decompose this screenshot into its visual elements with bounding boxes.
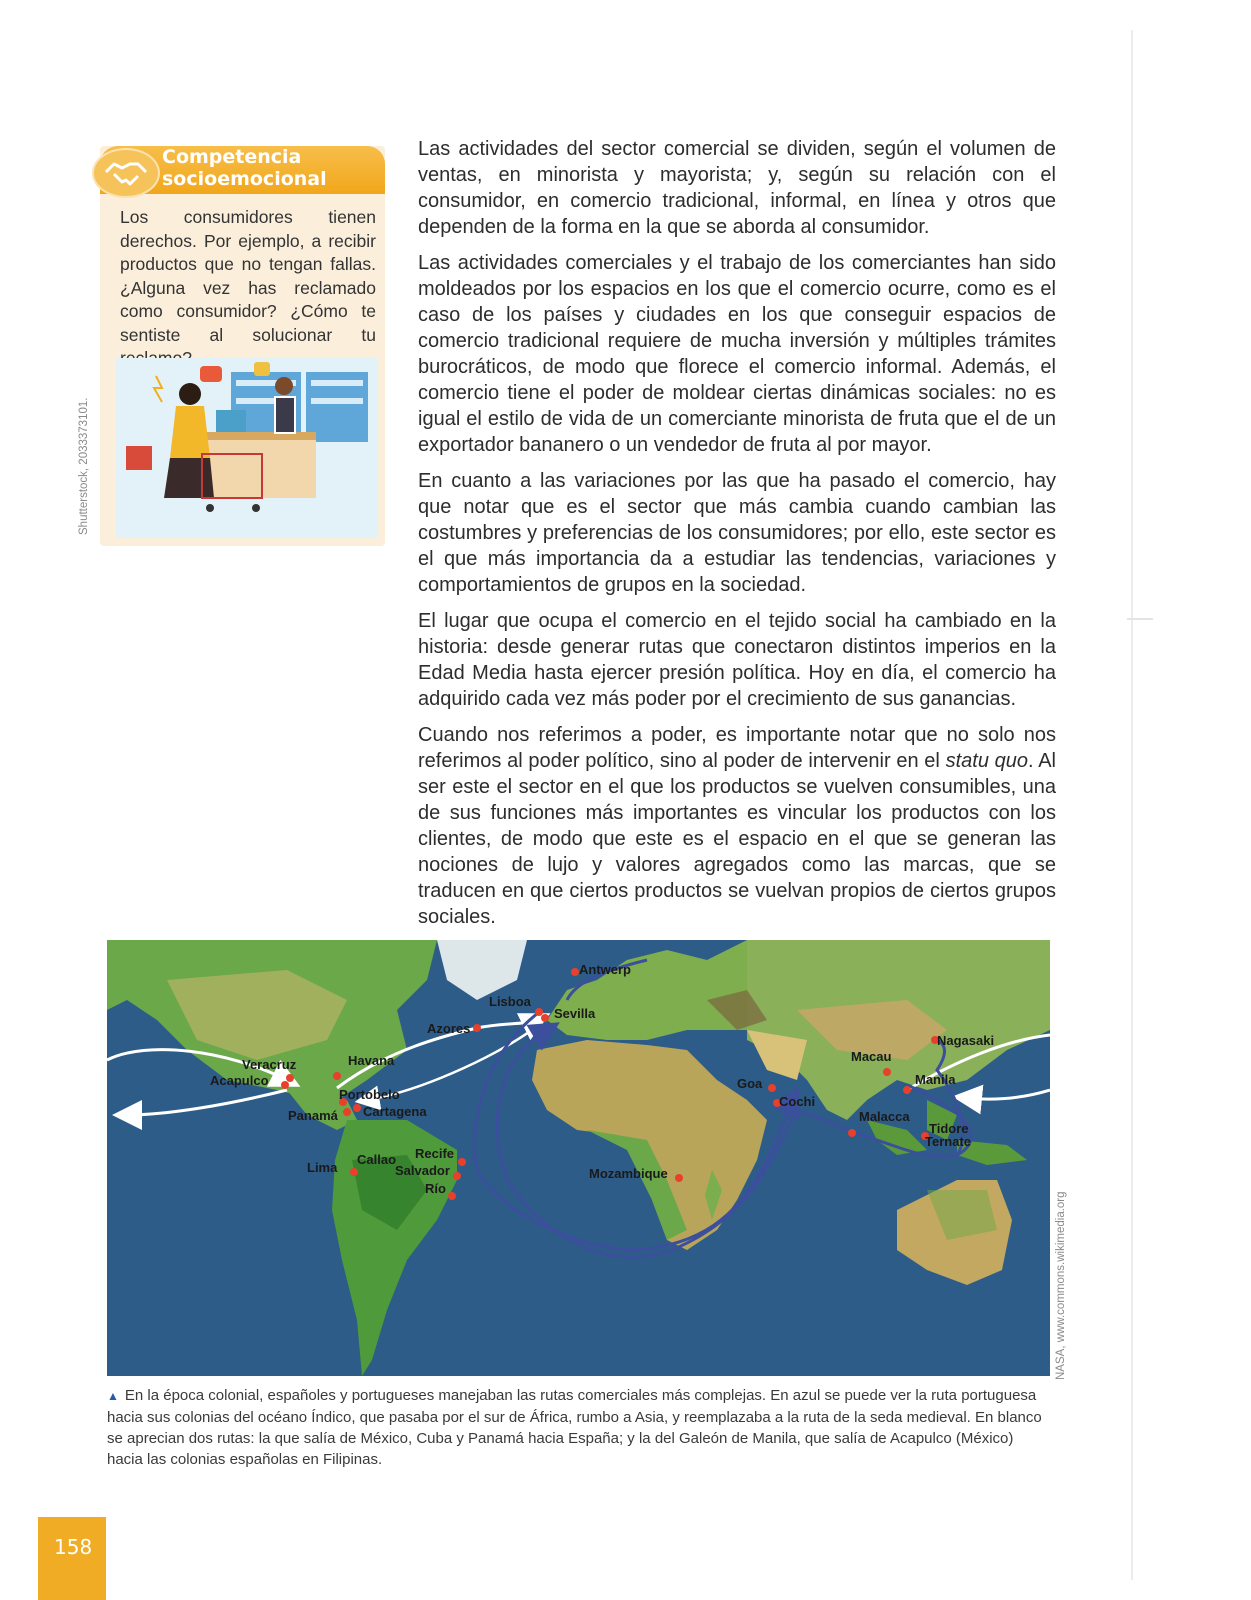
caption-text: En la época colonial, españoles y portugueses manejaban las rutas comerciales más complejas. En azul se puede ver la ruta portuguesa hacia sus colonias del océano Índico, que pasaba por el sur de África, rumbo a Asia, y reemplazaba a la ruta de la seda medieval. En blanco se aprecian dos rutas: la que salía de México, Cuba y Panamá hacia España; y la del Galeón de Manila, que salía de Acapulco (México) hacia las colonias españolas en Filipinas. xyxy=(107,1387,1042,1468)
label-portobelo: Portobelo xyxy=(339,1087,400,1102)
label-recife: Recife xyxy=(415,1146,455,1161)
label-azores: Azores xyxy=(427,1021,471,1036)
marker-sevilla xyxy=(541,1014,549,1022)
label-nagasaki: Nagasaki xyxy=(937,1033,995,1048)
page-margin-tick xyxy=(1127,618,1153,620)
statu-quo-italic: statu quo xyxy=(945,750,1029,772)
paragraph-3: En cuanto a las variaciones por las que ha pasado el comercio, hay que notar que es el sector que más cambia cuando cambian las costumbres y preferencias de los consumidores; por ello, este sector es el que más importancia da a estudiar las tendencias, variaciones y comportamientos de grupos en la sociedad. xyxy=(418,470,1056,596)
page-number: 158 xyxy=(54,1535,93,1559)
paragraph-2: Las actividades comerciales y el trabajo de los comerciantes han sido moldeados por los espacios en los que el comercio ocurre, como es el caso de los países y ciudades en los que conseguir espacios de comercio tradicional requiere de mucha inversión y múltiples trámites burocráticos, de modo que florece el comercio informal. Además, el comercio tiene el poder de moldear ciertas dinámicas sociales: no es igual el estilo de vida de un comerciante minorista de fruta que el de un exportador bananero o un vendedor de fruta al por mayor. xyxy=(418,252,1056,456)
paragraph-5-end: . Al ser este el sector en el que los productos se vuelven consumibles, una de sus funciones más importantes es vincular los productos con los clientes, de modo que este es el espacio en el que se generan las nociones de lujo y valores agregados como las marcas, que se traducen en que ciertos productos se vuelvan propios de ciertos grupos sociales. xyxy=(418,750,1056,928)
label-lisboa: Lisboa xyxy=(489,994,531,1009)
caption-triangle-icon: ▲ xyxy=(107,1389,119,1403)
label-macau: Macau xyxy=(851,1049,892,1064)
marker-azores xyxy=(473,1024,481,1032)
socioemotional-box xyxy=(100,146,385,546)
socioemotional-title xyxy=(162,146,382,190)
map-caption xyxy=(107,1385,1052,1470)
marker-manila xyxy=(903,1086,911,1094)
marker-acapulco xyxy=(281,1081,289,1089)
label-manila: Manila xyxy=(915,1072,956,1087)
paragraph-5-start: Cuando nos referimos a poder, es importante notar que no solo nos referimos al poder político, sino al poder de intervenir en el xyxy=(418,724,1056,772)
marker-rio xyxy=(448,1192,456,1200)
socioemotional-text: Los consumidores tienen derechos. Por ejemplo, a recibir productos que no tengan fallas. ¿Alguna vez has reclamado como consumidor? ¿Cómo te sentiste al solucionar tu xyxy=(120,207,376,345)
label-antwerp: Antwerp xyxy=(579,962,631,977)
title-line-2: socioemocional xyxy=(162,168,327,190)
main-body-text xyxy=(418,136,1056,940)
marker-goa xyxy=(768,1084,776,1092)
trade-routes-map xyxy=(107,940,1050,1376)
label-cochi: Cochi xyxy=(779,1094,816,1109)
label-panama: Panamá xyxy=(288,1108,338,1123)
label-malacca: Malacca xyxy=(859,1109,910,1124)
shopping-illustration xyxy=(116,358,378,538)
label-callao: Callao xyxy=(357,1152,397,1167)
label-lima: Lima xyxy=(307,1160,338,1175)
marker-havana xyxy=(333,1072,341,1080)
label-veracruz: Veracruz xyxy=(242,1057,297,1072)
marker-veracruz xyxy=(286,1074,294,1082)
marker-callao xyxy=(350,1168,358,1176)
page-margin-line xyxy=(1131,30,1133,1580)
map-credit: NASA, www.commons.wikimedia.org xyxy=(1055,1191,1067,1380)
label-havana: Havana xyxy=(348,1053,395,1068)
illustration-credit: Shutterstock, 2033373101. xyxy=(78,397,90,535)
page-number-tab xyxy=(38,1517,106,1600)
paragraph-5 xyxy=(418,722,1056,930)
label-salvador: Salvador xyxy=(395,1163,450,1178)
handshake-icon xyxy=(92,148,160,198)
label-sevilla: Sevilla xyxy=(554,1006,596,1021)
socioemotional-header xyxy=(100,146,385,194)
title-line-1: Competencia xyxy=(162,146,302,168)
marker-cartagena xyxy=(353,1104,361,1112)
label-tidore: Tidore xyxy=(929,1121,969,1136)
marker-lisboa xyxy=(535,1008,543,1016)
marker-salvador xyxy=(453,1172,461,1180)
label-acapulco: Acapulco xyxy=(210,1073,269,1088)
marker-panama xyxy=(343,1108,351,1116)
paragraph-1: Las actividades del sector comercial se dividen, según el volumen de ventas, en minorista y mayorista; y, según su relación con el consumidor, en comercio tradicional, informal, en línea y otros que dependen de la forma en la que se aborda al consumidor. xyxy=(418,138,1056,238)
marker-malacca xyxy=(848,1129,856,1137)
marker-recife xyxy=(458,1158,466,1166)
marker-mozambique xyxy=(675,1174,683,1182)
label-ternate: Ternate xyxy=(925,1134,971,1149)
label-mozambique: Mozambique xyxy=(589,1166,668,1181)
marker-macau xyxy=(883,1068,891,1076)
label-goa: Goa xyxy=(737,1076,763,1091)
label-rio: Río xyxy=(425,1181,446,1196)
label-cartagena: Cartagena xyxy=(363,1104,427,1119)
paragraph-4: El lugar que ocupa el comercio en el tejido social ha cambiado en la historia: desde generar rutas que conectaron distintos imperios en la Edad Media hasta ejercer presión política. Hoy en día, el comercio ha adquirido cada vez más poder por el crecimiento de sus ganancias. xyxy=(418,610,1056,710)
marker-antwerp xyxy=(571,968,579,976)
